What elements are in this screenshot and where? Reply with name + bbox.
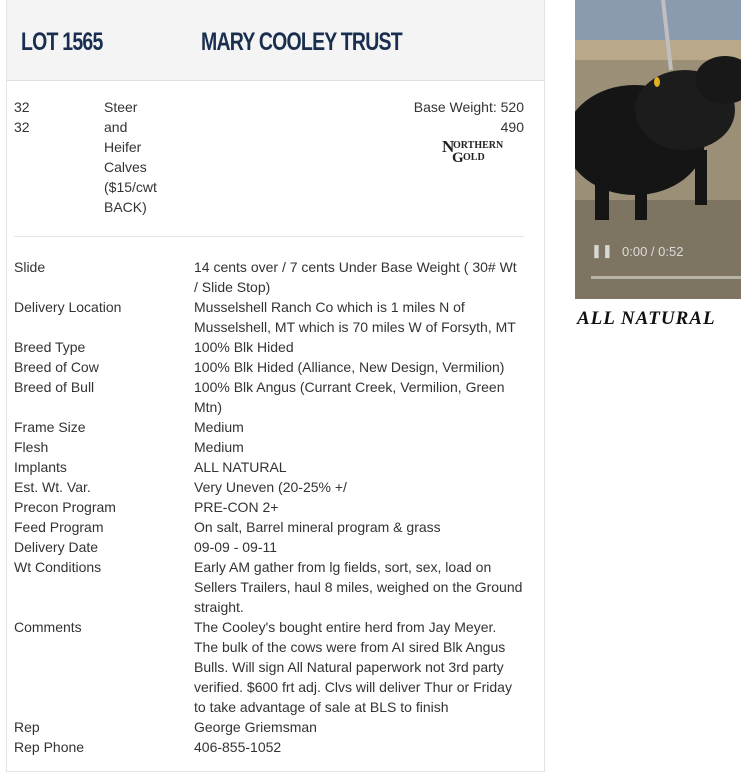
lot-header [7,0,544,81]
detail-label: Breed of Cow [14,359,99,375]
svg-text:OLD: OLD [463,152,485,163]
detail-label: Delivery Location [14,299,122,315]
head-counts [14,97,94,137]
detail-value: Early AM gather from lg fields, sort, sex, load on Sellers Trailers, haul 8 miles, weighed on the Ground straight. [194,559,523,615]
lot-details [14,257,534,757]
detail-row [14,537,534,557]
detail-value: Medium [194,419,244,435]
detail-label: Slide [14,259,46,275]
detail-row [14,457,534,477]
detail-row [14,717,534,737]
description-line: Steer [104,99,138,115]
detail-row [14,477,534,497]
description-line: and [104,119,128,135]
detail-value: Musselshell Ranch Co which is 1 miles N of Musselshell, MT which is 70 miles W of Forsyth, MT [194,299,516,335]
detail-label: Breed of Bull [14,379,95,395]
detail-label: Flesh [14,439,49,455]
detail-row [14,557,534,617]
description-line: Calves [104,159,147,175]
description-line: BACK) [104,199,147,215]
detail-value: On salt, Barrel mineral program & grass [194,519,441,535]
detail-row [14,417,534,437]
detail-row [14,737,534,757]
svg-text:ORTHERN: ORTHERN [453,140,504,151]
detail-row [14,257,534,297]
base-weight: Base Weight: 520 [413,99,524,115]
detail-value: 100% Blk Angus (Currant Creek, Vermilion, Green Mtn) [194,379,505,415]
video-progress-bar[interactable] [591,276,741,279]
detail-value: 100% Blk Hided (Alliance, New Design, Vermilion) [194,359,505,375]
detail-label: Rep Phone [14,739,85,755]
detail-label: Feed Program [14,519,104,535]
detail-value: 100% Blk Hided [194,339,294,355]
detail-row [14,297,534,337]
head-count: 32 [14,99,30,115]
pause-icon[interactable]: ❚❚ [591,243,613,258]
northern-gold-logo-icon [440,135,524,165]
detail-label: Rep [14,719,40,735]
detail-label: Frame Size [14,419,86,435]
detail-row [14,497,534,517]
detail-value: ALL NATURAL [194,459,287,475]
divider [14,236,524,237]
detail-label: Precon Program [14,499,116,515]
description-line: Heifer [104,139,142,155]
detail-value: 09-09 - 09-11 [194,539,278,555]
detail-value: Very Uneven (20-25% +/ [194,479,347,495]
detail-value: The Cooley's bought entire herd from Jay Meyer. The bulk of the cows were from AI sired Blk Angus Bulls. Will sign All Natural paperwork not 3rd party verified. $600 frt adj. Clvs will deliver Thur or Friday to take advantage of sale at BLS to finish [194,619,512,715]
detail-value: Medium [194,439,244,455]
base-weights [324,97,524,137]
head-count: 32 [14,119,30,135]
detail-value: 14 cents over / 7 cents Under Base Weight ( 30# Wt / Slide Stop) [194,259,517,295]
detail-row [14,517,534,537]
detail-row [14,357,534,377]
svg-text:N: N [442,137,455,156]
all-natural-badge: ALL NATURAL [577,308,716,329]
detail-row [14,617,534,717]
description-line: ($15/cwt [104,179,157,195]
detail-label: Est. Wt. Var. [14,479,91,495]
seller-name: MARY COOLEY TRUST [201,28,402,56]
detail-row [14,337,534,357]
video-time: 0:00 / 0:52 [622,244,684,259]
base-weight-2: 490 [500,119,524,135]
detail-label: Implants [14,459,67,475]
detail-value: George Griemsman [194,719,317,735]
detail-row [14,437,534,457]
detail-label: Delivery Date [14,539,99,555]
detail-label: Comments [14,619,82,635]
svg-text:G: G [452,150,464,165]
detail-label: Wt Conditions [14,559,102,575]
detail-value: 406-855-1052 [194,739,282,755]
detail-label: Breed Type [14,339,86,355]
lot-number: LOT 1565 [21,28,103,56]
lot-summary [14,97,524,219]
detail-row [14,377,534,417]
video-player[interactable] [575,0,741,299]
cattle-description [104,97,174,217]
detail-value: PRE-CON 2+ [194,499,279,515]
